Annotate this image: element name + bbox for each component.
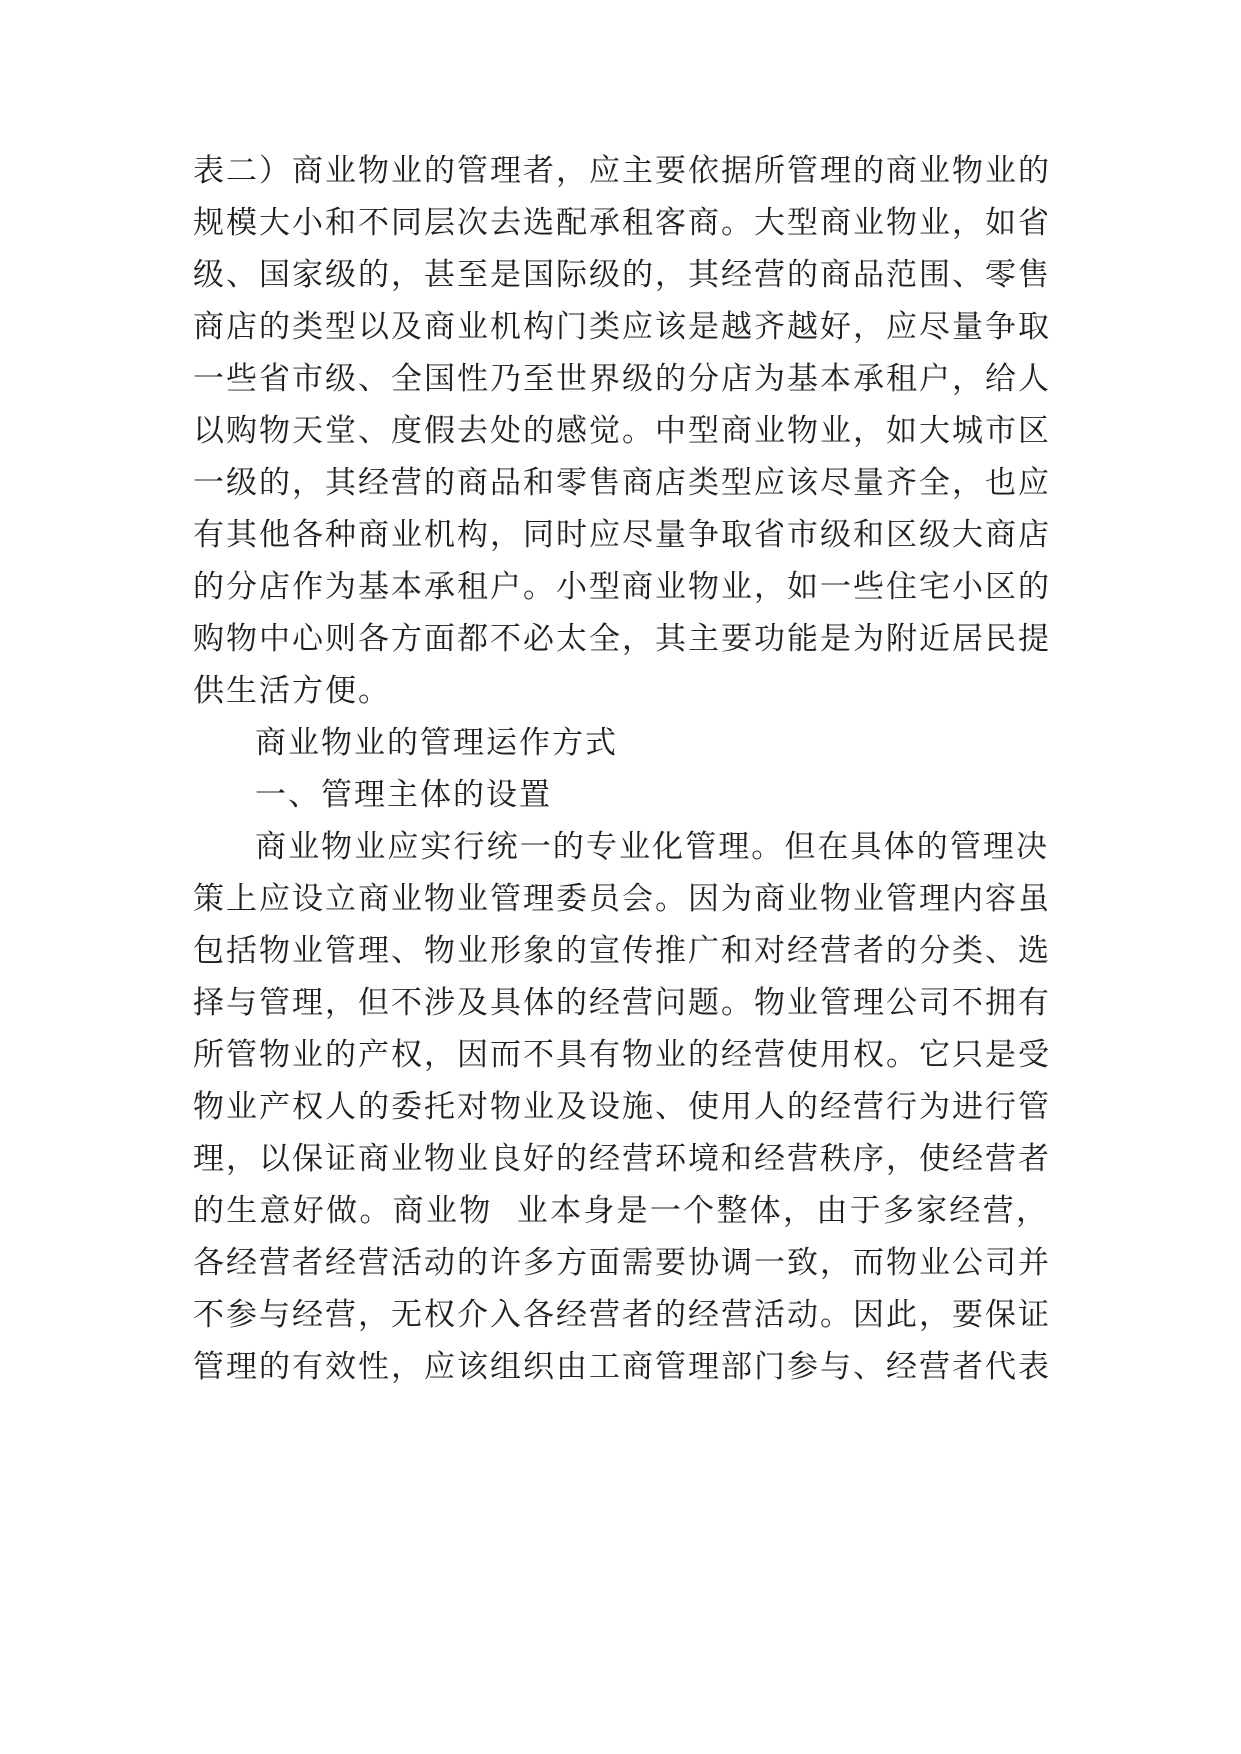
body-text-line: 策上应设立商业物业管理委员会。因为商业物业管理内容虽 [193, 881, 1051, 917]
body-text-line: 理，以保证商业物业良好的经营环境和经营秩序，使经营者 [193, 1141, 1051, 1177]
body-text-line: 各经营者经营活动的许多方面需要协调一致，而物业公司并 [193, 1245, 1051, 1281]
body-text-line: 管理的有效性，应该组织由工商管理部门参与、经营者代表 [193, 1349, 1051, 1385]
body-text-line: 表二）商业物业的管理者，应主要依据所管理的商业物业的 [193, 153, 1051, 189]
body-text-line: 一些省市级、全国性乃至世界级的分店为基本承租户，给人 [193, 361, 1051, 397]
body-text-line: 购物中心则各方面都不必太全，其主要功能是为附近居民提 [193, 621, 1051, 657]
body-text-line: 以购物天堂、度假去处的感觉。中型商业物业，如大城市区 [193, 413, 1051, 449]
body-text-line: 物业产权人的委托对物业及设施、使用人的经营行为进行管 [193, 1089, 1051, 1125]
body-text-line: 供生活方便。 [193, 673, 391, 709]
body-text-line: 的分店作为基本承租户。小型商业物业，如一些住宅小区的 [193, 569, 1051, 605]
body-text-line: 规模大小和不同层次去选配承租客商。大型商业物业，如省 [193, 205, 1051, 241]
body-text-line: 的生意好做。商业物 业本身是一个整体，由于多家经营， [193, 1193, 1049, 1229]
subsection-heading: 一、管理主体的设置 [255, 777, 552, 813]
body-text-line: 择与管理，但不涉及具体的经营问题。物业管理公司不拥有 [193, 985, 1051, 1021]
body-text-line: 商业物业应实行统一的专业化管理。但在具体的管理决 [255, 829, 1049, 865]
body-text-line: 一级的，其经营的商品和零售商店类型应该尽量齐全，也应 [193, 465, 1051, 501]
body-text-line: 有其他各种商业机构，同时应尽量争取省市级和区级大商店 [193, 517, 1051, 553]
body-text-line: 级、国家级的，甚至是国际级的，其经营的商品范围、零售 [193, 257, 1051, 293]
body-text-line: 不参与经营，无权介入各经营者的经营活动。因此，要保证 [193, 1297, 1051, 1333]
body-text-line: 包括物业管理、物业形象的宣传推广和对经营者的分类、选 [193, 933, 1051, 969]
body-text-line: 商店的类型以及商业机构门类应该是越齐越好，应尽量争取 [193, 309, 1051, 345]
body-text-line: 所管物业的产权，因而不具有物业的经营使用权。它只是受 [193, 1037, 1051, 1073]
section-heading: 商业物业的管理运作方式 [255, 725, 618, 761]
